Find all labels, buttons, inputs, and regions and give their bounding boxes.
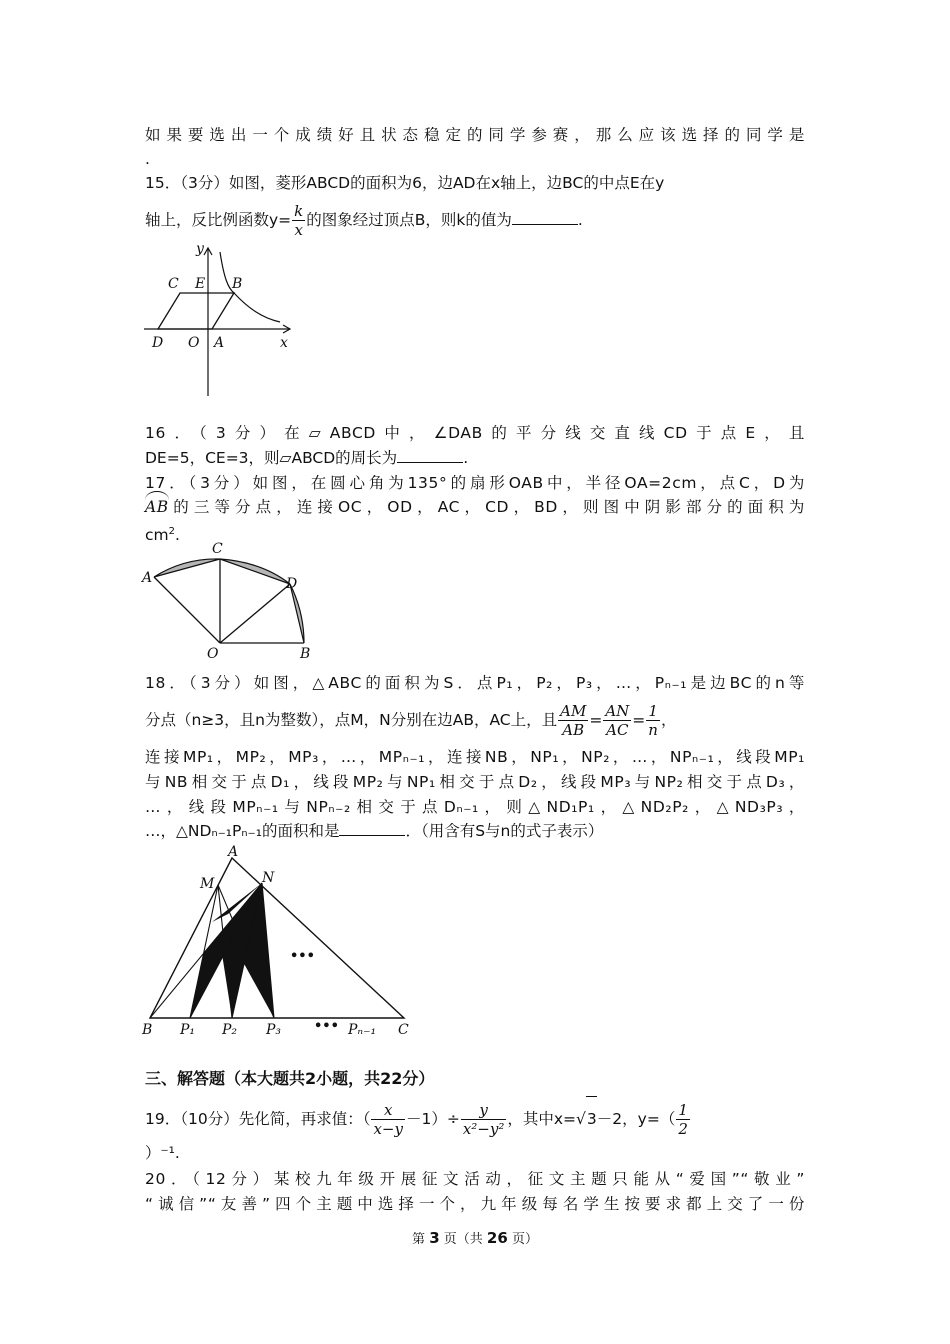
fig17-label-d: D	[286, 576, 298, 592]
q16-text2b: .	[463, 449, 469, 467]
fig15-label-o: O	[188, 335, 200, 351]
q17-line1: 17．（3分）如图，在圆心角为135°的扇形OAB中，半径OA=2cm，点C，D为	[145, 474, 805, 492]
fig18-label-p3: P₃	[266, 1022, 282, 1038]
q17-unit: cm	[145, 526, 169, 544]
q19-frac3-num: 1	[678, 1101, 688, 1119]
q19-text-b: －1）÷	[405, 1110, 460, 1128]
q15-text1: 如图，菱形ABCD的面积为6，边AD在x轴上，边BC的中点E在y	[228, 174, 665, 192]
q18-text2a: 分点（n≥3，且n为整数），点M，N分别在边AB，AC上，且	[145, 711, 558, 729]
q19-frac2-den: x²−y²	[462, 1120, 505, 1138]
footer-pre: 第	[412, 1232, 426, 1247]
q19-text-d: －2，y=（	[596, 1110, 676, 1128]
q16-line1: 16．（3分）在▱ABCD中，∠DAB的平分线交直线CD于点E，且	[145, 424, 805, 442]
q18-line2	[145, 698, 805, 742]
q18-frac2-num: AN	[605, 702, 630, 720]
q18-line1: 18．（3分）如图，△ABC的面积为S．点P₁，P₂，P₃，…，Pₙ₋₁是边BC的n等	[145, 674, 805, 692]
q19-line1: 19．（10分）先化简，再求值：（ $\frac{x}{x-y}$ －1）÷ $\frac{y}{\text{x²−y²}}$ ，其中x=√3－2，y=（ $\frac{1}{2}$	[145, 1096, 805, 1140]
footer-page-number: 3	[429, 1229, 440, 1247]
q15-number: 15．	[145, 174, 181, 192]
fig18-label-a: A	[228, 844, 239, 860]
fig18-dots-base: •••	[314, 1019, 339, 1034]
fig15-label-c: C	[168, 276, 179, 292]
q19-frac1	[371, 1101, 405, 1138]
q15-line2	[145, 200, 805, 240]
figure-18	[138, 842, 418, 1038]
q19-frac3	[676, 1101, 690, 1138]
fig18-label-b: B	[142, 1022, 153, 1038]
footer-mid: 页（共	[443, 1232, 483, 1247]
fig15-label-b: B	[232, 276, 243, 292]
fig17-label-b: B	[300, 646, 311, 662]
fig17-label-a: A	[142, 570, 153, 586]
q15-text2b: 的图象经过顶点B，则k的值为	[306, 211, 512, 229]
q18-line3: 连接MP₁，MP₂，MP₃，…，MPₙ₋₁，连接NB，NP₁，NP₂，…，NPₙ₋₁，线段MP₁	[145, 748, 805, 766]
q16-line2	[145, 447, 805, 469]
q19-text-a: 19．（10分）先化简，再求值：（	[145, 1110, 371, 1128]
q19-frac1-num: x	[371, 1101, 405, 1120]
fig18-label-p1: P₁	[180, 1022, 196, 1038]
footer-post: 页）	[511, 1232, 538, 1247]
fig18-label-p2: P₂	[222, 1022, 238, 1038]
q19-frac2-num: y	[461, 1101, 507, 1120]
q18-frac-am-ab	[558, 702, 588, 739]
q15-frac-num: k	[294, 202, 304, 220]
fig18-label-n: N	[262, 870, 275, 886]
fig18-label-pn1: Pₙ₋₁	[348, 1022, 377, 1038]
fig15-label-d: D	[152, 335, 164, 351]
q16-text2a: DE=5，CE=3，则▱ABCD的周长为	[145, 449, 398, 467]
q18-text6a: …，△NDₙ₋₁Pₙ₋₁的面积和是	[145, 822, 340, 840]
q18-eq1: =	[589, 711, 603, 729]
figure-15	[140, 238, 300, 400]
q18-frac3-den: n	[648, 721, 658, 739]
q14-text-line1: 如果要选出一个成绩好且状态稳定的同学参赛，那么应该选择的同学是	[145, 126, 805, 144]
q18-frac-1-n	[646, 702, 660, 739]
q18-line5: …，线段MPₙ₋₁与NPₙ₋₂相交于点Dₙ₋₁，则△ND₁P₁，△ND₂P₂，△ND₃P₃，	[145, 798, 805, 816]
q15-fraction	[292, 202, 305, 239]
fig18-dots-middle: •••	[290, 949, 315, 964]
q17-text2: 的三等分点，连接OC，OD，AC，CD，BD，则图中阴影部分的面积为	[168, 498, 805, 516]
q15-frac-den: x	[294, 221, 303, 239]
q20-line2: “诚信”“友善”四个主题中选择一个，九年级每名学生按要求都上交了一份	[145, 1195, 805, 1213]
q19-frac3-den: 2	[678, 1120, 688, 1138]
q17-line2	[145, 496, 805, 518]
q19-line2: ）⁻¹.	[145, 1144, 180, 1162]
q18-text6b: ．（用含有S与n的式子表示）	[405, 822, 604, 840]
q18-frac2-den: AC	[606, 721, 629, 739]
footer-total-pages: 26	[486, 1229, 508, 1247]
q15-answer-blank[interactable]	[512, 210, 578, 225]
q16-answer-blank[interactable]	[397, 448, 463, 463]
figure-17	[140, 540, 330, 664]
q19-frac1-den: x−y	[373, 1120, 403, 1138]
q18-line6	[145, 820, 805, 842]
q15-text2a: 轴上，反比例函数y=	[145, 211, 292, 229]
q14-text-line2: .	[145, 150, 150, 168]
q17-unit-sup: 2	[168, 526, 175, 537]
q20-line1: 20．（12分）某校九年级开展征文活动，征文主题只能从“爱国”“敬业”	[145, 1170, 805, 1188]
q15-line1	[145, 172, 805, 194]
q18-line4: 与NB相交于点D₁，线段MP₂与NP₁相交于点D₂，线段MP₃与NP₂相交于点D₃，	[145, 773, 805, 791]
q18-frac-an-ac	[603, 702, 631, 739]
fig17-label-c: C	[212, 541, 223, 557]
q17-arc-ab: AB	[145, 498, 169, 516]
q19-sqrt: 3	[586, 1096, 597, 1141]
fig15-label-x: x	[280, 335, 288, 351]
q18-answer-blank[interactable]	[339, 821, 405, 836]
section-3-title: 三、解答题（本大题共2小题，共22分）	[145, 1069, 435, 1088]
q18-eq2: =	[632, 711, 646, 729]
page-footer	[0, 1228, 950, 1247]
fig15-label-y: y	[196, 241, 204, 257]
q18-text2b: ，	[660, 711, 677, 729]
q19-frac2	[461, 1101, 507, 1138]
fig18-label-c: C	[398, 1022, 409, 1038]
q18-frac1-num: AM	[560, 702, 587, 720]
q15-score: （3分）	[180, 174, 229, 192]
fig15-label-a: A	[214, 335, 225, 351]
fig18-label-m: M	[200, 876, 215, 892]
fig17-label-o: O	[207, 646, 219, 662]
fig15-label-e: E	[195, 276, 206, 292]
q18-frac1-den: AB	[562, 721, 585, 739]
q18-frac3-num: 1	[646, 702, 660, 721]
q19-text-c: ，其中x=	[507, 1110, 577, 1128]
q15-text2c: .	[577, 211, 583, 229]
q17-text3b: .	[175, 526, 180, 544]
